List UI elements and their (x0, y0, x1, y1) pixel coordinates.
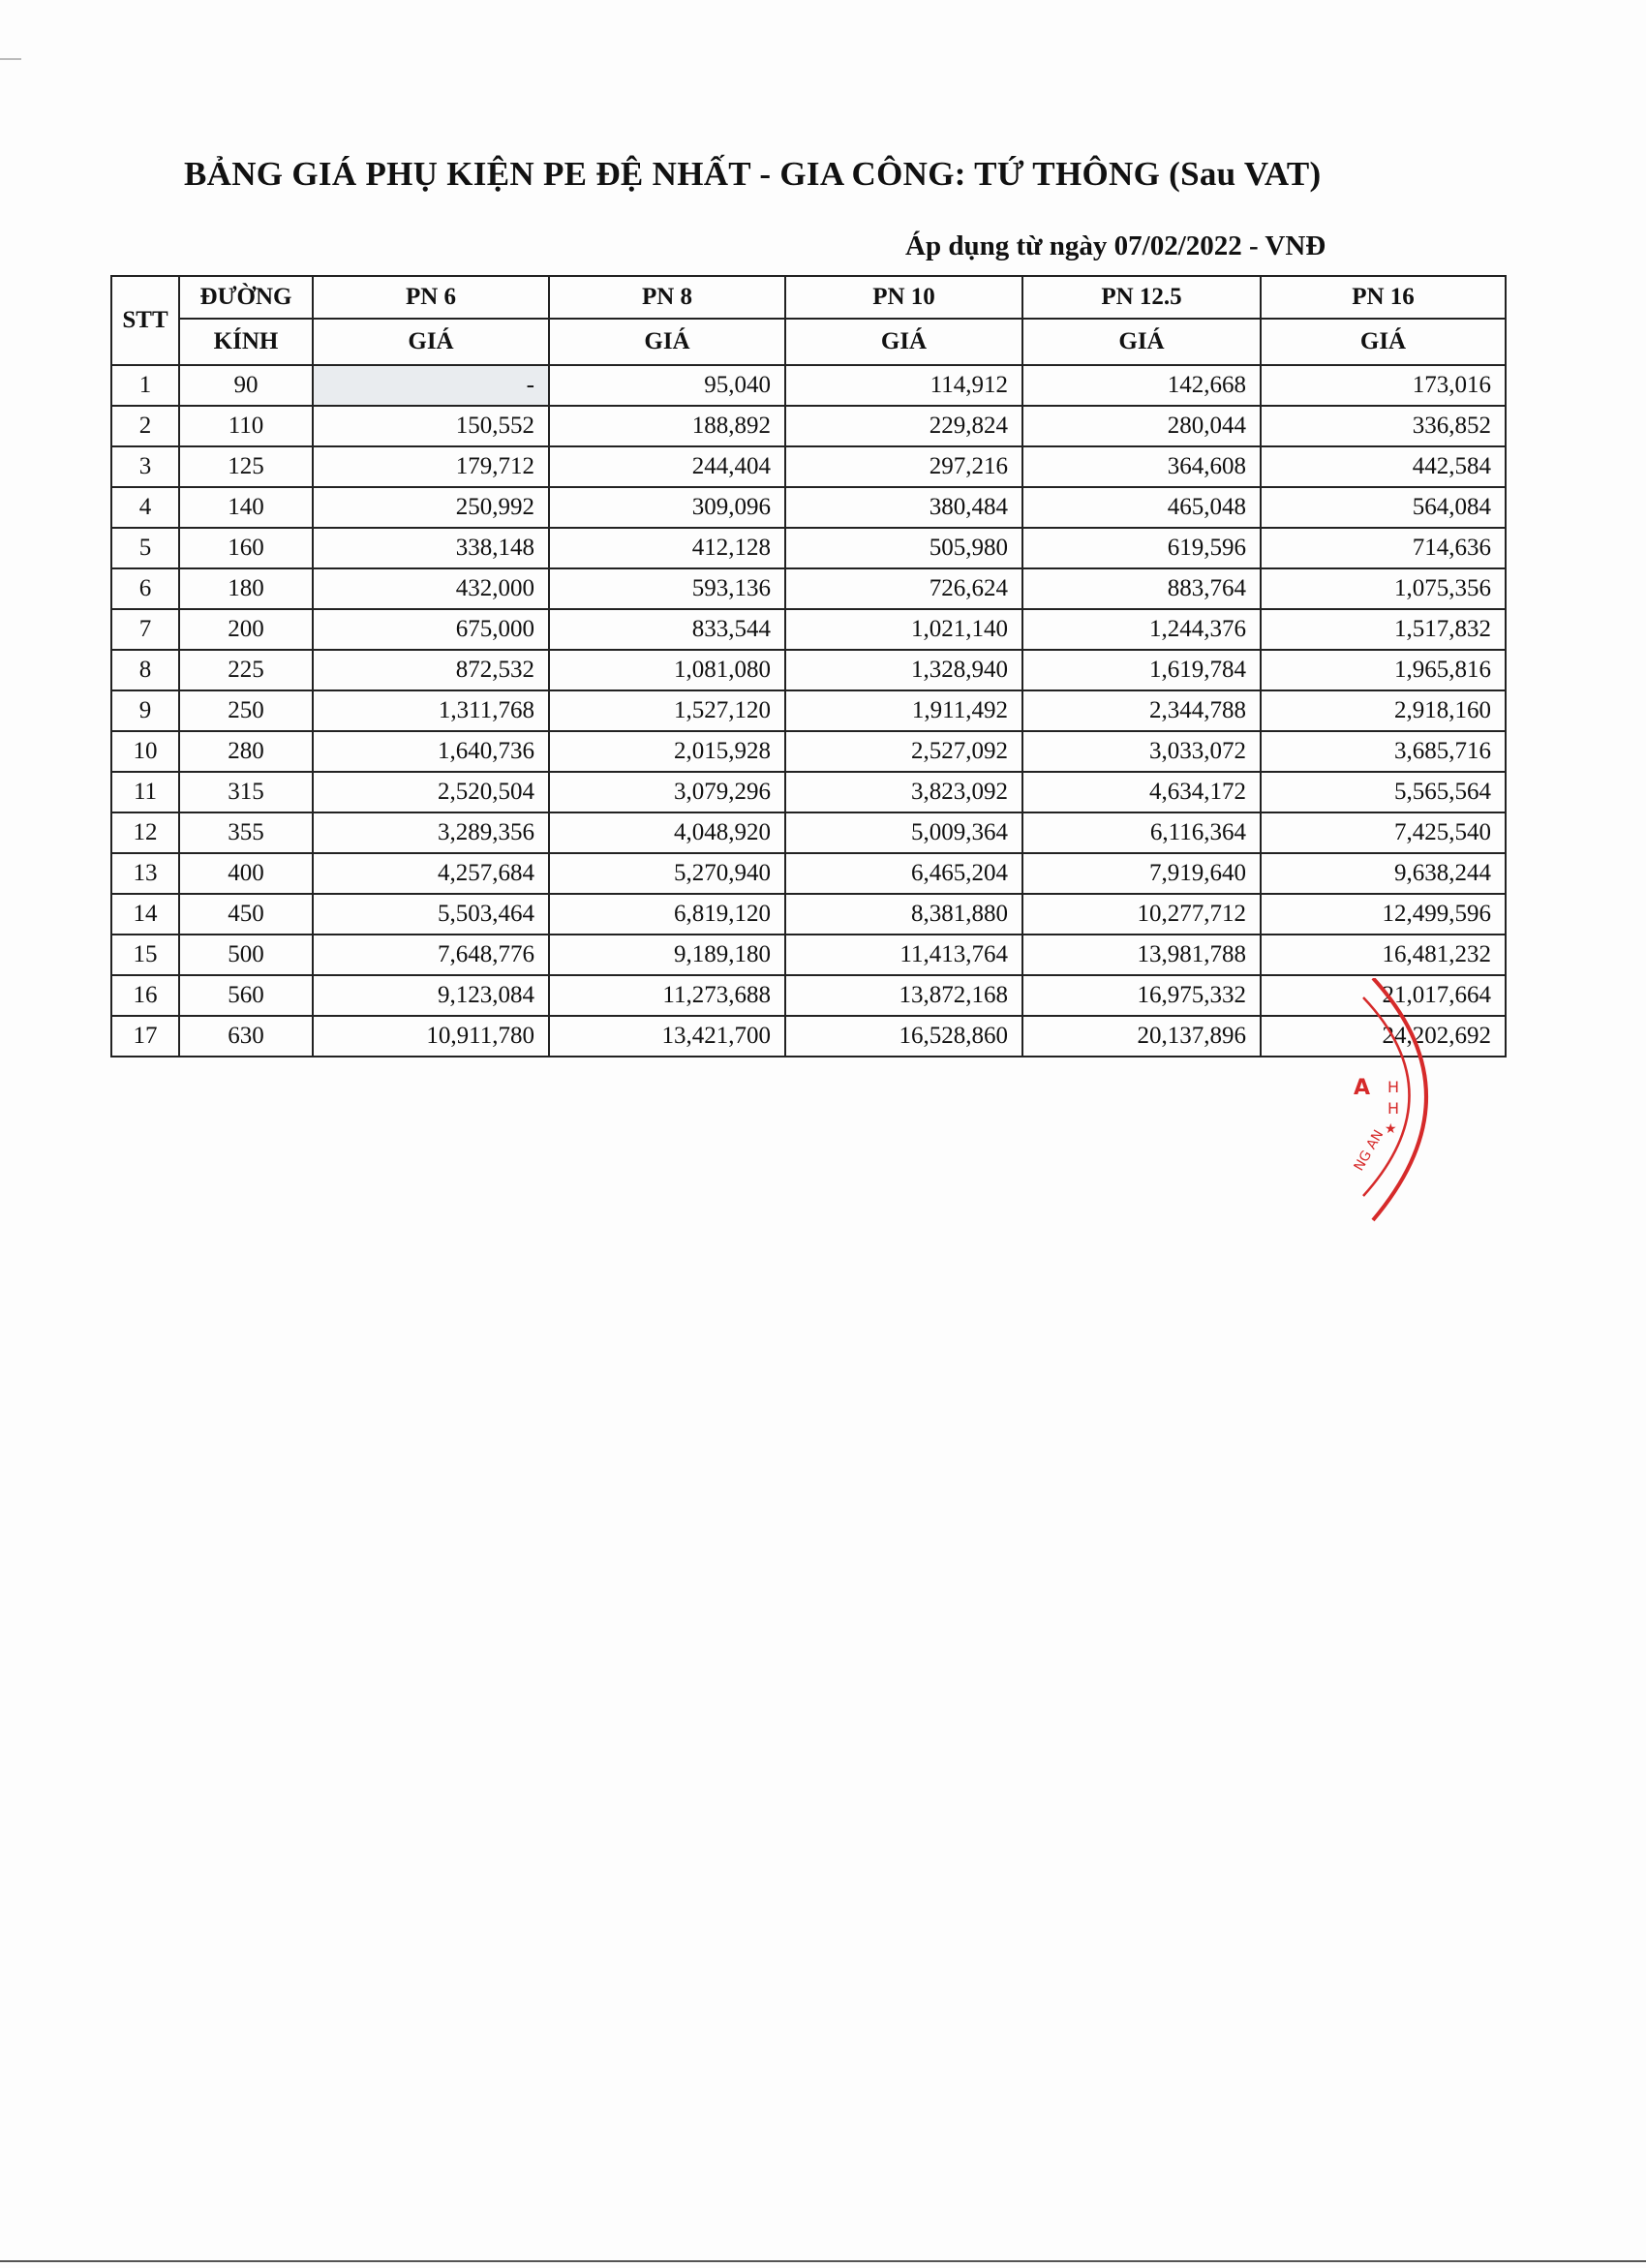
svg-text:NG AN: NG AN (1351, 1127, 1387, 1174)
cell-price: 309,096 (549, 487, 785, 528)
cell-price: 872,532 (313, 650, 549, 690)
cell-price: 833,544 (549, 609, 785, 650)
cell-price: 380,484 (785, 487, 1022, 528)
cell-price: 142,668 (1022, 365, 1261, 406)
cell-stt: 6 (111, 568, 179, 609)
cell-price: 1,965,816 (1261, 650, 1506, 690)
cell-price: 150,552 (313, 406, 549, 446)
cell-price: 3,289,356 (313, 812, 549, 853)
cell-duong-kinh: 315 (179, 772, 313, 812)
cell-price: 8,381,880 (785, 894, 1022, 935)
cell-duong-kinh: 110 (179, 406, 313, 446)
cell-price: 1,328,940 (785, 650, 1022, 690)
cell-price: 95,040 (549, 365, 785, 406)
cell-price: 1,640,736 (313, 731, 549, 772)
cell-price: 16,481,232 (1261, 935, 1506, 975)
cell-price: 4,257,684 (313, 853, 549, 894)
cell-duong-kinh: 450 (179, 894, 313, 935)
table-row (111, 935, 1506, 975)
cell-price: 1,075,356 (1261, 568, 1506, 609)
cell-price: 364,608 (1022, 446, 1261, 487)
cell-price: 883,764 (1022, 568, 1261, 609)
cell-price: 5,503,464 (313, 894, 549, 935)
cell-price: 4,048,920 (549, 812, 785, 853)
cell-price: 244,404 (549, 446, 785, 487)
table-row (111, 772, 1506, 812)
cell-duong-kinh: 355 (179, 812, 313, 853)
cell-price: 6,819,120 (549, 894, 785, 935)
cell-price: 250,992 (313, 487, 549, 528)
cell-price: 1,244,376 (1022, 609, 1261, 650)
cell-price: 593,136 (549, 568, 785, 609)
cell-stt: 13 (111, 853, 179, 894)
cell-stt: 5 (111, 528, 179, 568)
document-title: BẢNG GIÁ PHỤ KIỆN PE ĐỆ NHẤT - GIA CÔNG: TỨ THÔNG (Sau VAT) (184, 155, 1322, 193)
cell-price: 9,123,084 (313, 975, 549, 1016)
cell-price: 16,528,860 (785, 1016, 1022, 1057)
header-duong-kinh-2: KÍNH (179, 319, 313, 365)
cell-duong-kinh: 280 (179, 731, 313, 772)
svg-text:H: H (1387, 1099, 1400, 1118)
cell-duong-kinh: 90 (179, 365, 313, 406)
cell-price: 2,344,788 (1022, 690, 1261, 731)
cell-duong-kinh: 560 (179, 975, 313, 1016)
cell-duong-kinh: 180 (179, 568, 313, 609)
cell-price: 726,624 (785, 568, 1022, 609)
header-row-pressure (111, 276, 1506, 319)
cell-stt: 8 (111, 650, 179, 690)
cell-stt: 16 (111, 975, 179, 1016)
cell-price: 336,852 (1261, 406, 1506, 446)
cell-price: 179,712 (313, 446, 549, 487)
cell-price: 11,413,764 (785, 935, 1022, 975)
header-row-gia (111, 319, 1506, 365)
cell-duong-kinh: 160 (179, 528, 313, 568)
cell-price: 7,648,776 (313, 935, 549, 975)
table-row (111, 731, 1506, 772)
cell-duong-kinh: 500 (179, 935, 313, 975)
cell-price: - (313, 365, 549, 406)
cell-stt: 11 (111, 772, 179, 812)
header-gia: GIÁ (1022, 319, 1261, 365)
header-pn-8: PN 8 (549, 276, 785, 319)
cell-price: 5,270,940 (549, 853, 785, 894)
svg-text:A: A (1354, 1076, 1371, 1100)
cell-price: 3,685,716 (1261, 731, 1506, 772)
svg-text:★: ★ (1385, 1121, 1397, 1137)
header-pn-12-5: PN 12.5 (1022, 276, 1261, 319)
table-row (111, 894, 1506, 935)
cell-price: 6,116,364 (1022, 812, 1261, 853)
cell-price: 13,421,700 (549, 1016, 785, 1057)
scan-mark (0, 58, 21, 60)
cell-stt: 10 (111, 731, 179, 772)
cell-price: 1,021,140 (785, 609, 1022, 650)
price-table (110, 275, 1507, 1057)
cell-price: 465,048 (1022, 487, 1261, 528)
cell-price: 1,311,768 (313, 690, 549, 731)
table-row (111, 1016, 1506, 1057)
table-row (111, 487, 1506, 528)
cell-price: 1,527,120 (549, 690, 785, 731)
svg-text:H: H (1387, 1078, 1400, 1096)
cell-price: 2,918,160 (1261, 690, 1506, 731)
cell-price: 3,079,296 (549, 772, 785, 812)
cell-price: 564,084 (1261, 487, 1506, 528)
table-row (111, 365, 1506, 406)
cell-price: 13,981,788 (1022, 935, 1261, 975)
cell-price: 114,912 (785, 365, 1022, 406)
cell-price: 12,499,596 (1261, 894, 1506, 935)
cell-price: 11,273,688 (549, 975, 785, 1016)
cell-price: 338,148 (313, 528, 549, 568)
cell-price: 21,017,664 (1261, 975, 1506, 1016)
cell-price: 4,634,172 (1022, 772, 1261, 812)
price-table-body (111, 365, 1506, 1057)
table-row (111, 568, 1506, 609)
cell-price: 432,000 (313, 568, 549, 609)
cell-duong-kinh: 125 (179, 446, 313, 487)
cell-stt: 17 (111, 1016, 179, 1057)
cell-price: 6,465,204 (785, 853, 1022, 894)
cell-price: 1,517,832 (1261, 609, 1506, 650)
cell-price: 5,009,364 (785, 812, 1022, 853)
header-stt: STT (111, 276, 179, 365)
header-gia: GIÁ (1261, 319, 1506, 365)
cell-price: 297,216 (785, 446, 1022, 487)
header-pn-16: PN 16 (1261, 276, 1506, 319)
table-row (111, 853, 1506, 894)
cell-price: 2,015,928 (549, 731, 785, 772)
cell-price: 3,823,092 (785, 772, 1022, 812)
effective-date: Áp dụng từ ngày 07/02/2022 - VNĐ (905, 230, 1326, 261)
cell-price: 442,584 (1261, 446, 1506, 487)
cell-price: 20,137,896 (1022, 1016, 1261, 1057)
cell-price: 13,872,168 (785, 975, 1022, 1016)
cell-duong-kinh: 400 (179, 853, 313, 894)
cell-price: 1,619,784 (1022, 650, 1261, 690)
table-row (111, 812, 1506, 853)
table-row (111, 446, 1506, 487)
table-row (111, 650, 1506, 690)
cell-duong-kinh: 140 (179, 487, 313, 528)
cell-price: 1,911,492 (785, 690, 1022, 731)
cell-price: 505,980 (785, 528, 1022, 568)
cell-price: 10,277,712 (1022, 894, 1261, 935)
cell-stt: 3 (111, 446, 179, 487)
cell-stt: 12 (111, 812, 179, 853)
cell-price: 2,520,504 (313, 772, 549, 812)
header-pn-6: PN 6 (313, 276, 549, 319)
cell-price: 280,044 (1022, 406, 1261, 446)
cell-price: 9,189,180 (549, 935, 785, 975)
cell-stt: 14 (111, 894, 179, 935)
cell-stt: 2 (111, 406, 179, 446)
cell-price: 9,638,244 (1261, 853, 1506, 894)
cell-stt: 15 (111, 935, 179, 975)
cell-duong-kinh: 225 (179, 650, 313, 690)
cell-price: 1,081,080 (549, 650, 785, 690)
cell-price: 229,824 (785, 406, 1022, 446)
table-row (111, 975, 1506, 1016)
cell-price: 675,000 (313, 609, 549, 650)
cell-price: 5,565,564 (1261, 772, 1506, 812)
header-pn-10: PN 10 (785, 276, 1022, 319)
cell-duong-kinh: 250 (179, 690, 313, 731)
cell-price: 173,016 (1261, 365, 1506, 406)
table-row (111, 528, 1506, 568)
table-row (111, 406, 1506, 446)
scan-edge (0, 2260, 1646, 2262)
company-seal-fragment (1334, 978, 1479, 1230)
cell-price: 3,033,072 (1022, 731, 1261, 772)
header-gia: GIÁ (549, 319, 785, 365)
header-gia: GIÁ (785, 319, 1022, 365)
table-row (111, 609, 1506, 650)
cell-stt: 7 (111, 609, 179, 650)
header-duong-kinh-1: ĐƯỜNG (179, 276, 313, 319)
cell-stt: 1 (111, 365, 179, 406)
cell-price: 16,975,332 (1022, 975, 1261, 1016)
cell-stt: 4 (111, 487, 179, 528)
cell-price: 619,596 (1022, 528, 1261, 568)
cell-price: 2,527,092 (785, 731, 1022, 772)
table-row (111, 690, 1506, 731)
cell-duong-kinh: 200 (179, 609, 313, 650)
cell-price: 714,636 (1261, 528, 1506, 568)
cell-price: 7,919,640 (1022, 853, 1261, 894)
cell-price: 188,892 (549, 406, 785, 446)
header-gia: GIÁ (313, 319, 549, 365)
cell-price: 10,911,780 (313, 1016, 549, 1057)
cell-stt: 9 (111, 690, 179, 731)
cell-price: 412,128 (549, 528, 785, 568)
cell-price: 7,425,540 (1261, 812, 1506, 853)
cell-duong-kinh: 630 (179, 1016, 313, 1057)
cell-price: 24,202,692 (1261, 1016, 1506, 1057)
